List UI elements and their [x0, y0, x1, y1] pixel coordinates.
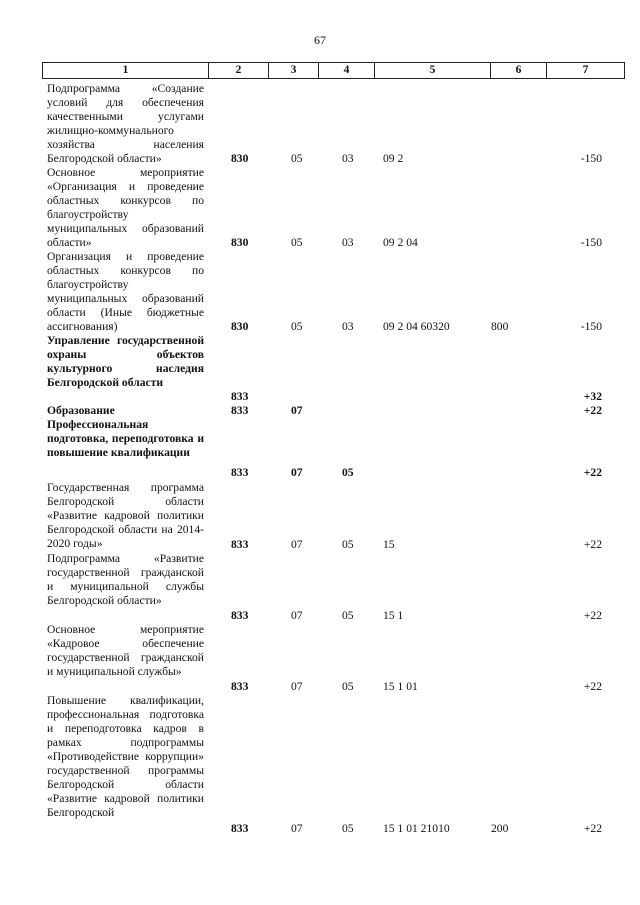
row-section: 05: [291, 152, 303, 165]
row-section: 07: [291, 538, 303, 551]
row-ministry-code: 833: [231, 822, 249, 835]
row-target-item: 09 2 04 60320: [383, 320, 450, 333]
row-subsection: 03: [342, 236, 354, 249]
row-subsection: 05: [342, 609, 354, 622]
row-ministry-code: 833: [231, 538, 249, 551]
row-subsection: 05: [342, 466, 354, 479]
row-description: Повышение квалификации, профессиональная подготовка и переподготовка кадров в рамках подпрограммы «Противодействие коррупции» государственной программы Белгородской области «Развитие кадровой политики Белгородской: [47, 694, 204, 819]
row-ministry-code: 833: [231, 466, 249, 479]
row-description: Образование: [47, 404, 115, 417]
row-amount: -150: [580, 320, 602, 333]
row-ministry-code: 830: [231, 320, 249, 333]
row-description: Профессиональная подготовка, переподготовка и повышение квалификации: [47, 418, 204, 459]
row-section: 05: [291, 320, 303, 333]
row-ministry-code: 830: [231, 236, 249, 249]
table-header: [42, 62, 625, 79]
row-ministry-code: 830: [231, 152, 249, 165]
row-target-item: 15 1: [383, 609, 404, 622]
row-target-item: 09 2 04: [383, 236, 418, 249]
row-description: Государственная программа Белгородской области «Развитие кадровой политики Белгородской области на 2014-2020 годы»: [47, 481, 204, 550]
row-amount: +22: [583, 404, 602, 417]
header-col-1: 1: [43, 63, 209, 78]
row-subsection: 03: [342, 320, 354, 333]
row-description: Подпрограмма «Развитие государственной гражданской и муниципальной службы Белгородской области»: [47, 552, 204, 607]
row-section: 07: [291, 404, 303, 417]
row-target-item: 15: [383, 538, 395, 551]
row-ministry-code: 833: [231, 404, 249, 417]
row-description: Основное мероприятие «Организация и проведение областных конкурсов по благоустройству муниципальных образований области»: [47, 166, 204, 249]
row-expense-type: 200: [491, 822, 509, 835]
row-amount: +22: [583, 822, 602, 835]
row-description: Управление государственной охраны объектов культурного наследия Белгородской области: [47, 334, 204, 389]
row-section: 07: [291, 680, 303, 693]
row-subsection: 05: [342, 538, 354, 551]
header-col-4: 4: [319, 63, 375, 78]
row-section: 07: [291, 822, 303, 835]
header-col-7: 7: [582, 64, 589, 76]
header-col-6: 6: [491, 63, 547, 78]
row-section: 07: [291, 466, 303, 479]
row-subsection: 03: [342, 152, 354, 165]
row-section: 05: [291, 236, 303, 249]
row-amount: +22: [583, 538, 602, 551]
row-target-item: 09 2: [383, 152, 404, 165]
row-amount: -150: [580, 236, 602, 249]
row-target-item: 15 1 01: [383, 680, 418, 693]
row-amount: +32: [583, 390, 602, 403]
row-description: Подпрограмма «Создание условий для обеспечения качественными услугами жилищно-коммунального хозяйства населения Белгородской области»: [47, 82, 204, 165]
row-amount: +22: [583, 680, 602, 693]
row-ministry-code: 833: [231, 390, 249, 403]
row-description: Основное мероприятие «Кадровое обеспечение государственной гражданской и муниципальной службы»: [47, 623, 204, 678]
row-description: Организация и проведение областных конкурсов по благоустройству муниципальных образований области (Иные бюджетные ассигнования): [47, 250, 204, 333]
row-amount: +22: [583, 609, 602, 622]
header-col-2: 2: [209, 63, 269, 78]
row-target-item: 15 1 01 21010: [383, 822, 450, 835]
row-amount: -150: [580, 152, 602, 165]
row-subsection: 05: [342, 822, 354, 835]
header-col-5: 5: [375, 63, 491, 78]
header-col-3: 3: [269, 63, 319, 78]
page-number: 67: [314, 33, 326, 47]
row-subsection: 05: [342, 680, 354, 693]
row-ministry-code: 833: [231, 680, 249, 693]
row-ministry-code: 833: [231, 609, 249, 622]
row-expense-type: 800: [491, 320, 509, 333]
row-amount: +22: [583, 466, 602, 479]
row-section: 07: [291, 609, 303, 622]
